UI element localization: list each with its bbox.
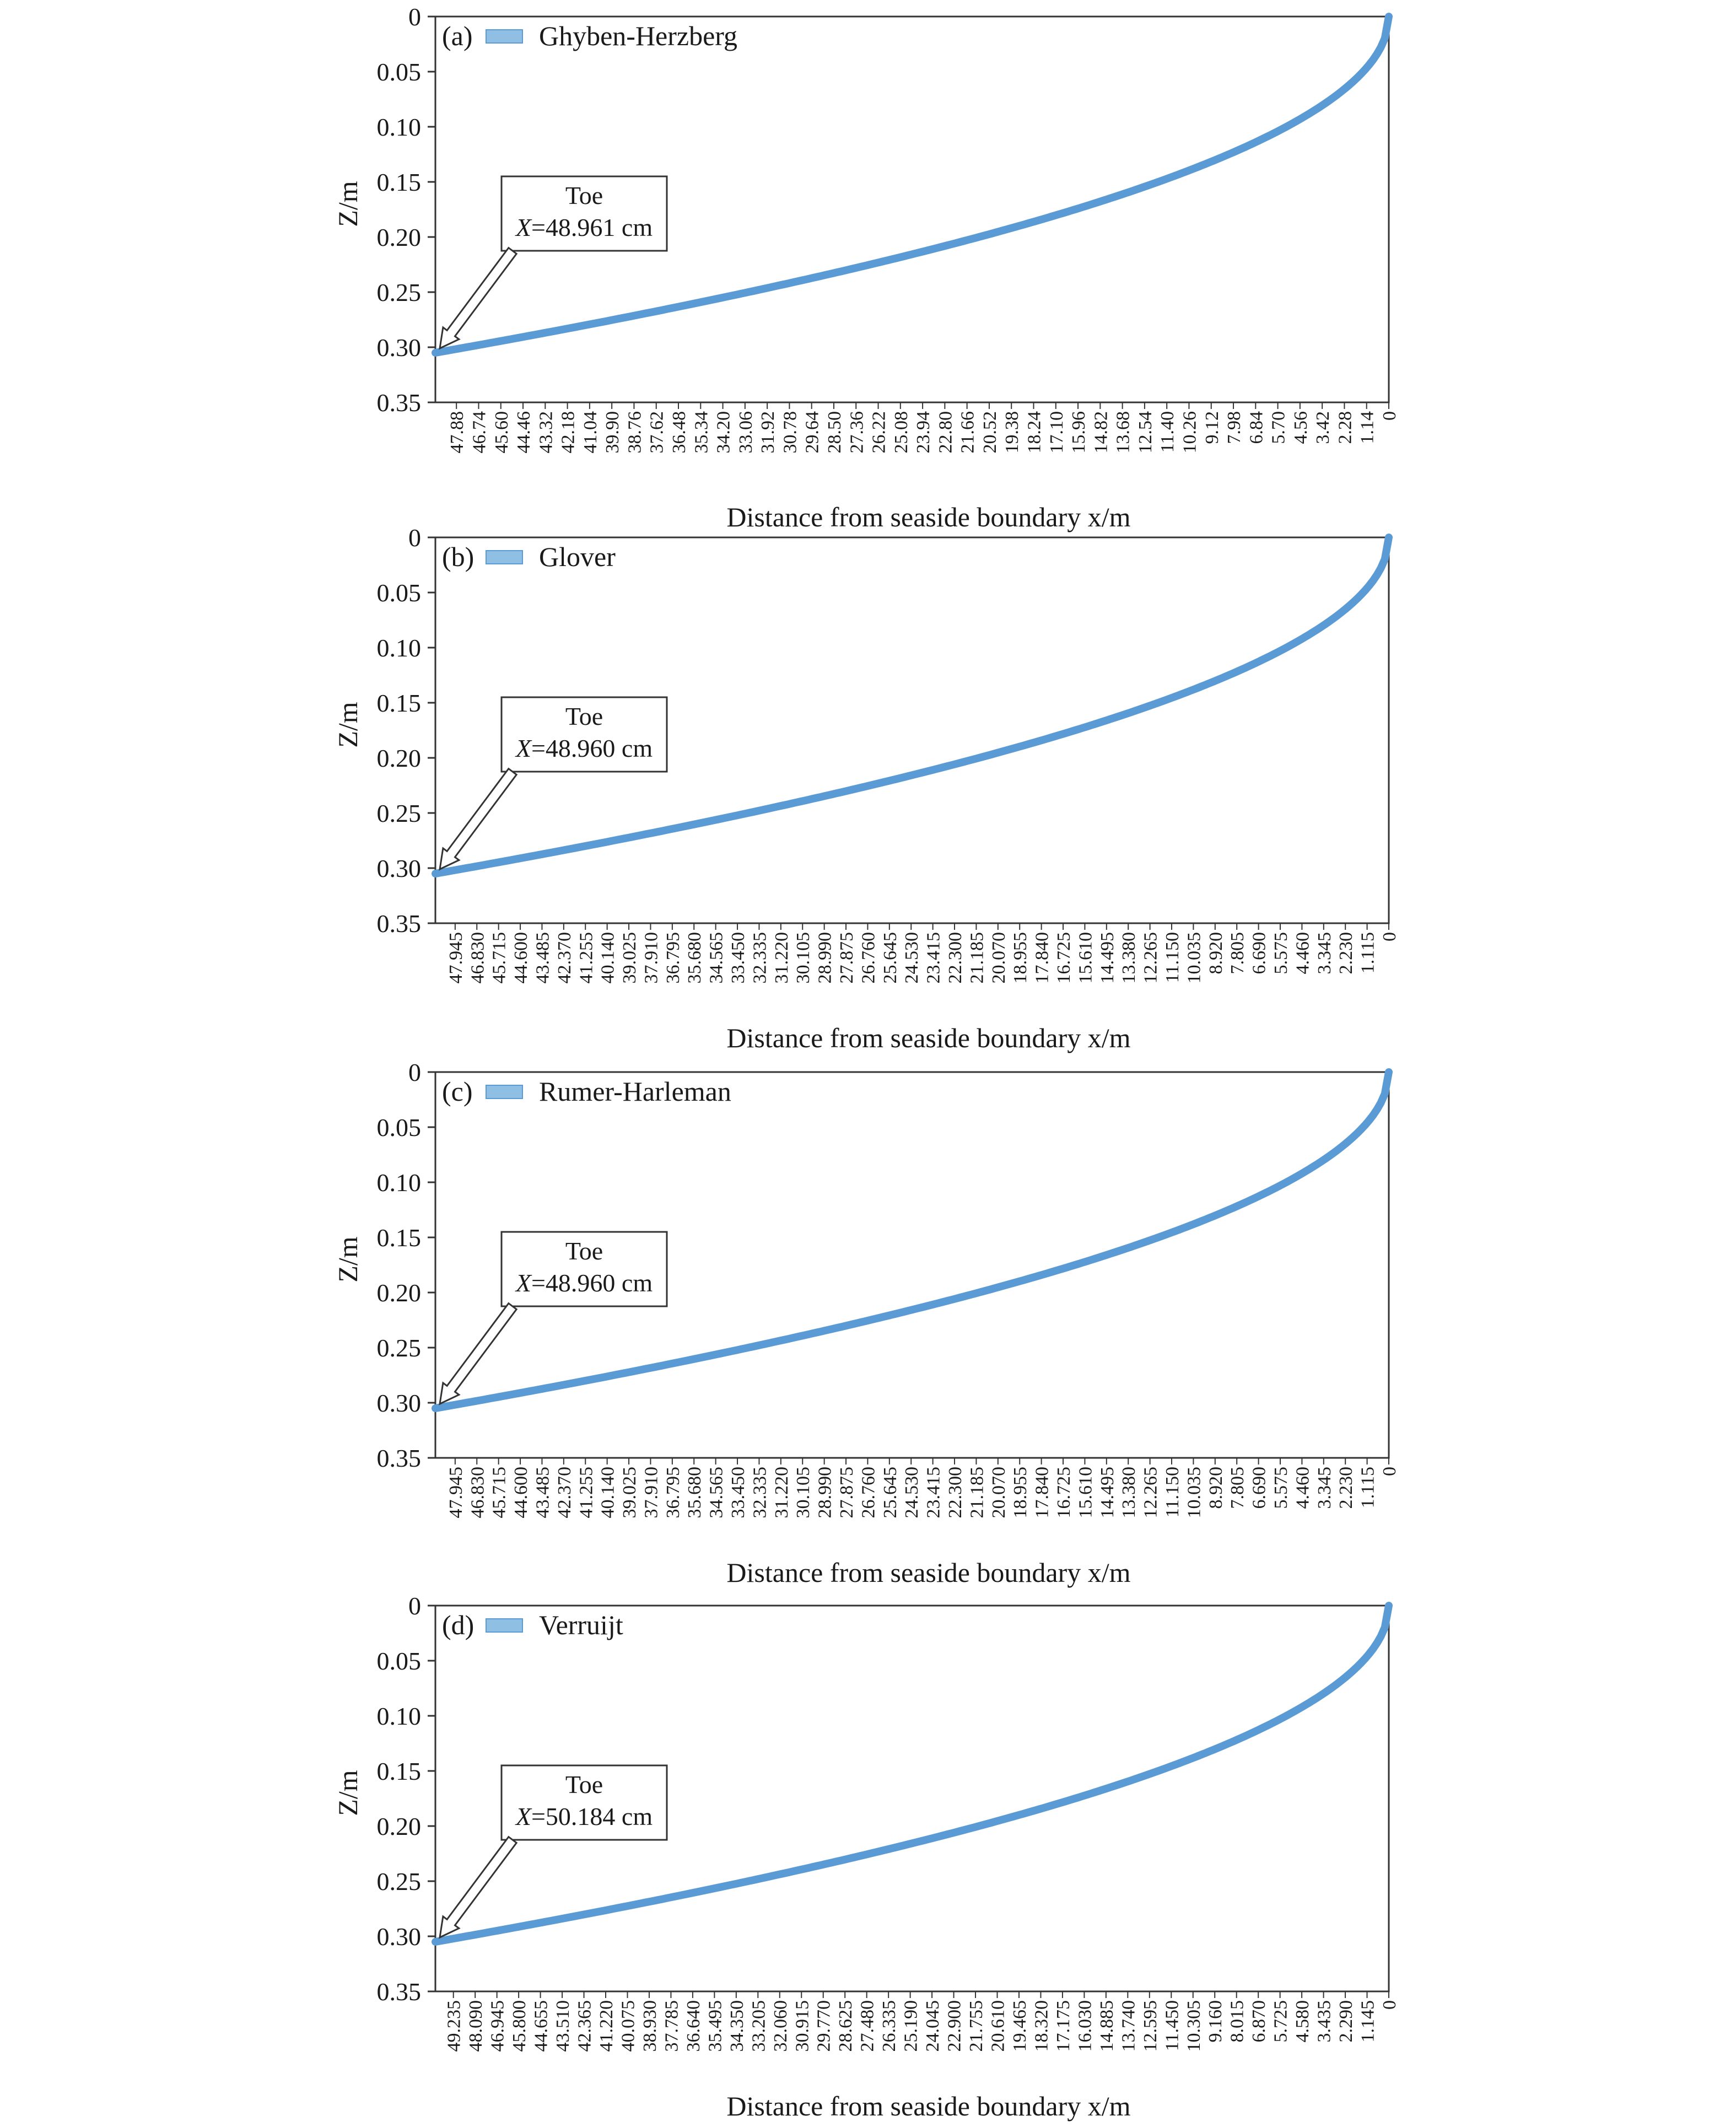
y-tick-label: 0 [408,1592,421,1620]
x-tick-label: 13.740 [1118,2000,1139,2052]
x-tick-label: 43.510 [553,2000,574,2052]
x-tick-label: 44.600 [511,1467,532,1518]
y-tick-label: 0.25 [376,1867,421,1896]
x-tick-label: 3.345 [1314,932,1335,974]
x-tick-label: 29.64 [802,411,823,454]
x-tick-label: 18.24 [1024,411,1045,454]
x-tick-label: 39.90 [602,411,623,454]
x-tick-label: 26.760 [858,932,879,984]
x-tick-label: 24.045 [923,2000,944,2052]
x-tick-label: 3.345 [1314,1467,1335,1509]
x-tick-label: 31.220 [771,932,792,984]
x-tick-label: 10.035 [1184,932,1205,984]
x-tick-label: 44.46 [514,411,535,454]
x-tick-label: 34.350 [726,2000,747,2052]
y-tick-label: 0.35 [376,389,421,417]
x-axis-title: Distance from seaside boundary x/m [726,1557,1131,1588]
x-tick-label: 39.025 [619,932,640,984]
x-tick-label: 5.575 [1271,932,1292,974]
x-tick-label: 27.875 [837,1467,858,1518]
x-tick-label: 46.830 [467,932,488,984]
x-tick-label: 10.035 [1184,1467,1205,1518]
x-tick-label: 0 [1379,1467,1400,1476]
x-tick-label: 30.105 [793,932,814,984]
toe-variable: X [515,213,531,241]
x-tick-label: 32.335 [750,932,770,984]
x-tick-label: 45.715 [489,1467,510,1518]
x-tick-label: 3.42 [1313,411,1334,444]
x-tick-label: 20.070 [988,1467,1009,1518]
x-tick-label: 40.140 [597,1467,618,1518]
y-tick-label: 0.10 [376,113,421,141]
toe-value: =48.961 cm [531,213,653,241]
x-tick-label: 37.62 [646,411,667,454]
x-tick-label: 1.14 [1357,411,1378,444]
x-tick-label: 10.26 [1179,411,1200,454]
y-tick-label: 0.05 [376,579,421,607]
x-tick-label: 12.265 [1140,932,1161,984]
x-tick-label: 46.830 [467,1467,488,1518]
x-tick-label: 21.66 [957,411,978,454]
x-tick-label: 11.150 [1162,932,1183,983]
x-tick-label: 0 [1379,411,1400,421]
x-tick-label: 4.460 [1292,1467,1313,1509]
x-tick-label: 18.320 [1031,2000,1052,2052]
x-tick-label: 38.930 [639,2000,660,2052]
x-tick-label: 26.335 [879,2000,900,2052]
x-tick-label: 28.625 [835,2000,856,2052]
x-tick-label: 2.290 [1336,2000,1357,2043]
x-tick-label: 21.185 [967,932,988,984]
panel-label: (c) [442,1076,473,1107]
y-tick-label: 0.05 [376,1113,421,1141]
x-tick-label: 1.145 [1357,2000,1378,2043]
panel-label: (a) [442,20,473,51]
x-tick-label: 35.680 [684,1467,705,1518]
chart-panel-a [332,3,1400,532]
x-tick-label: 21.755 [966,2000,987,2052]
x-tick-label: 22.300 [945,932,966,984]
x-tick-label: 33.450 [728,1467,749,1518]
x-tick-label: 20.070 [988,932,1009,984]
x-tick-label: 20.610 [988,2000,1009,2052]
x-tick-label: 2.230 [1336,932,1357,974]
toe-arrow [440,248,516,348]
x-tick-label: 22.300 [945,1467,966,1518]
x-tick-label: 25.08 [891,411,912,454]
x-tick-label: 35.680 [684,932,705,984]
x-tick-label: 47.945 [445,1467,466,1518]
x-tick-label: 42.370 [554,1467,575,1518]
y-tick-label: 0.35 [376,1978,421,2006]
x-tick-label: 46.945 [487,2000,508,2052]
y-tick-label: 0.30 [376,1923,421,1951]
x-tick-label: 30.78 [780,411,801,454]
chart-panel-b [332,524,1400,1053]
toe-callout-title: Toe [565,1770,603,1798]
x-tick-label: 15.610 [1075,1467,1096,1518]
legend-swatch [486,551,522,564]
x-tick-label: 1.115 [1357,932,1378,974]
x-tick-label: 45.60 [491,411,512,454]
x-tick-label: 18.955 [1010,932,1031,984]
x-tick-label: 13.68 [1113,411,1134,454]
toe-variable: X [515,1802,531,1830]
x-axis-title: Distance from seaside boundary x/m [726,2091,1131,2121]
x-tick-label: 33.06 [735,411,756,454]
x-tick-label: 7.98 [1224,411,1245,444]
x-tick-label: 17.840 [1032,1467,1053,1518]
x-tick-label: 16.725 [1054,1467,1075,1518]
x-tick-label: 25.645 [880,932,901,984]
x-tick-label: 41.255 [576,932,597,984]
x-tick-label: 11.40 [1157,411,1178,453]
x-tick-label: 47.945 [445,932,466,984]
x-tick-label: 37.910 [641,1467,662,1518]
x-tick-label: 19.465 [1009,2000,1030,2052]
legend-label: Verruijt [539,1609,623,1640]
x-tick-label: 4.56 [1290,411,1311,444]
x-tick-label: 23.415 [923,1467,944,1518]
y-tick-label: 0.05 [376,1647,421,1675]
chart-panel-d [332,1592,1400,2121]
y-tick-label: 0.05 [376,58,421,86]
x-tick-label: 33.205 [748,2000,769,2052]
x-tick-label: 35.495 [705,2000,726,2052]
y-tick-label: 0.35 [376,909,421,938]
x-tick-label: 24.530 [902,1467,923,1518]
y-tick-label: 0.25 [376,1334,421,1362]
y-tick-label: 0.20 [376,744,421,772]
x-tick-label: 7.805 [1227,932,1248,974]
legend-swatch [486,1619,522,1632]
x-tick-label: 43.32 [536,411,557,454]
x-tick-label: 28.990 [815,1467,835,1518]
y-tick-label: 0 [408,1058,421,1086]
x-tick-label: 10.305 [1183,2000,1204,2052]
x-tick-label: 12.265 [1140,1467,1161,1518]
x-tick-label: 8.920 [1205,1467,1226,1509]
toe-value: =48.960 cm [531,734,653,762]
x-tick-label: 34.565 [706,1467,727,1518]
x-tick-label: 29.770 [813,2000,834,2052]
toe-variable: X [515,734,531,762]
x-tick-label: 22.80 [935,411,956,454]
x-tick-label: 41.255 [576,1467,597,1518]
x-tick-label: 38.76 [624,411,645,454]
y-tick-label: 0 [408,524,421,552]
x-tick-label: 49.235 [444,2000,465,2052]
x-tick-label: 27.36 [847,411,867,454]
x-tick-label: 37.785 [661,2000,682,2052]
x-tick-label: 5.725 [1270,2000,1291,2043]
x-tick-label: 15.96 [1069,411,1090,454]
x-tick-label: 2.28 [1335,411,1356,444]
x-tick-label: 42.18 [558,411,579,454]
x-tick-label: 25.645 [880,1467,901,1518]
y-tick-label: 0.20 [376,1279,421,1307]
x-tick-label: 24.530 [902,932,923,984]
x-tick-label: 14.495 [1097,1467,1118,1518]
x-tick-label: 25.190 [901,2000,921,2052]
y-axis-title: Z/m [332,702,363,748]
x-tick-label: 8.920 [1205,932,1226,974]
x-tick-label: 31.220 [771,1467,792,1518]
y-tick-label: 0.15 [376,168,421,196]
x-tick-label: 4.580 [1292,2000,1313,2043]
x-tick-label: 40.140 [597,932,618,984]
x-tick-label: 16.725 [1054,932,1075,984]
x-tick-label: 43.485 [532,932,553,984]
x-tick-label: 27.480 [857,2000,878,2052]
toe-callout-title: Toe [565,181,603,209]
x-axis-title: Distance from seaside boundary x/m [726,1022,1131,1053]
y-tick-label: 0.10 [376,1168,421,1197]
x-tick-label: 40.075 [618,2000,639,2052]
toe-variable: X [515,1269,531,1297]
y-tick-label: 0.15 [376,689,421,717]
toe-arrow [440,769,516,869]
x-tick-label: 35.34 [691,411,712,454]
x-tick-label: 3.435 [1314,2000,1335,2043]
y-tick-label: 0.25 [376,799,421,827]
x-tick-label: 23.94 [913,411,934,454]
x-tick-label: 41.220 [596,2000,617,2052]
x-tick-label: 43.485 [532,1467,553,1518]
x-tick-label: 27.875 [837,932,858,984]
x-tick-label: 34.20 [713,411,734,454]
y-tick-label: 0.15 [376,1757,421,1785]
y-tick-label: 0.25 [376,278,421,306]
x-tick-label: 36.795 [662,1467,683,1518]
x-tick-label: 26.760 [858,1467,879,1518]
y-tick-label: 0.35 [376,1444,421,1472]
x-tick-label: 42.365 [574,2000,595,2052]
x-tick-label: 16.030 [1075,2000,1096,2052]
x-tick-label: 46.74 [469,411,490,454]
x-tick-label: 44.655 [531,2000,552,2052]
x-tick-label: 44.600 [511,932,532,984]
x-tick-label: 41.04 [580,411,601,454]
x-tick-label: 14.82 [1091,411,1112,454]
x-tick-label: 6.84 [1246,411,1267,444]
x-tick-label: 14.885 [1096,2000,1117,2052]
x-tick-label: 0 [1379,2000,1400,2010]
x-tick-label: 20.52 [979,411,1000,454]
x-tick-label: 45.715 [489,932,510,984]
x-tick-label: 5.575 [1271,1467,1292,1509]
x-tick-label: 19.38 [1002,411,1023,454]
x-tick-label: 7.805 [1227,1467,1248,1509]
x-tick-label: 15.610 [1075,932,1096,984]
y-tick-label: 0.30 [376,854,421,882]
y-tick-label: 0.30 [376,1389,421,1417]
x-tick-label: 12.595 [1140,2000,1161,2052]
x-tick-label: 13.380 [1119,1467,1140,1518]
x-tick-label: 23.415 [923,932,944,984]
y-axis-title: Z/m [332,1236,363,1283]
toe-callout-value [515,213,653,241]
x-tick-label: 17.840 [1032,932,1053,984]
x-tick-label: 17.10 [1046,411,1067,454]
x-tick-label: 5.70 [1268,411,1289,444]
toe-callout-value [515,1269,653,1297]
x-tick-label: 36.640 [683,2000,704,2052]
legend-label: Glover [539,541,616,572]
panel-label: (d) [442,1609,475,1640]
x-tick-label: 1.115 [1357,1467,1378,1509]
x-tick-label: 26.22 [869,411,889,454]
toe-callout-value [515,734,653,762]
x-tick-label: 28.990 [815,932,835,984]
toe-callout-title: Toe [565,702,603,730]
toe-arrow [440,1837,516,1937]
x-tick-label: 39.025 [619,1467,640,1518]
panel-label: (b) [442,541,475,572]
x-tick-label: 33.450 [728,932,749,984]
toe-callout-title: Toe [565,1237,603,1265]
x-tick-label: 42.370 [554,932,575,984]
chart-panel-c [332,1058,1400,1588]
x-tick-label: 6.690 [1249,932,1270,974]
toe-arrow [440,1304,516,1404]
x-tick-label: 28.50 [824,411,845,454]
x-tick-label: 2.230 [1336,1467,1357,1509]
x-tick-label: 47.88 [447,411,468,454]
legend-swatch [486,1085,522,1098]
y-tick-label: 0 [408,3,421,31]
x-tick-label: 8.015 [1227,2000,1248,2043]
x-tick-label: 6.870 [1249,2000,1270,2043]
x-tick-label: 4.460 [1292,932,1313,974]
x-tick-label: 11.150 [1162,1467,1183,1518]
x-tick-label: 9.12 [1201,411,1222,444]
x-tick-label: 17.175 [1053,2000,1074,2052]
x-tick-label: 9.160 [1205,2000,1226,2043]
y-tick-label: 0.15 [376,1224,421,1252]
y-tick-label: 0.30 [376,333,421,362]
x-tick-label: 34.565 [706,932,727,984]
y-axis-title: Z/m [332,181,363,227]
x-tick-label: 31.92 [758,411,779,454]
y-tick-label: 0.20 [376,1812,421,1840]
x-tick-label: 21.185 [967,1467,988,1518]
y-axis-title: Z/m [332,1770,363,1816]
x-tick-label: 30.105 [793,1467,814,1518]
x-tick-label: 32.060 [770,2000,791,2052]
y-tick-label: 0.10 [376,1702,421,1730]
x-tick-label: 12.54 [1135,411,1156,454]
x-tick-label: 30.915 [792,2000,813,2052]
legend-label: Ghyben-Herzberg [539,20,738,51]
x-axis-title: Distance from seaside boundary x/m [726,502,1131,532]
x-tick-label: 0 [1379,932,1400,941]
x-tick-label: 48.090 [466,2000,487,2052]
toe-value: =50.184 cm [531,1802,653,1830]
legend-label: Rumer-Harleman [539,1076,731,1107]
toe-callout-value [515,1802,653,1830]
x-tick-label: 45.800 [509,2000,530,2052]
x-tick-label: 36.795 [662,932,683,984]
x-tick-label: 32.335 [750,1467,770,1518]
x-tick-label: 22.900 [944,2000,965,2052]
x-tick-label: 36.48 [669,411,690,454]
x-tick-label: 37.910 [641,932,662,984]
x-tick-label: 14.495 [1097,932,1118,984]
legend-swatch [486,30,522,43]
x-tick-label: 11.450 [1162,2000,1183,2051]
x-tick-label: 13.380 [1119,932,1140,984]
x-tick-label: 6.690 [1249,1467,1270,1509]
y-tick-label: 0.20 [376,223,421,251]
toe-value: =48.960 cm [531,1269,653,1297]
x-tick-label: 18.955 [1010,1467,1031,1518]
y-tick-label: 0.10 [376,634,421,662]
